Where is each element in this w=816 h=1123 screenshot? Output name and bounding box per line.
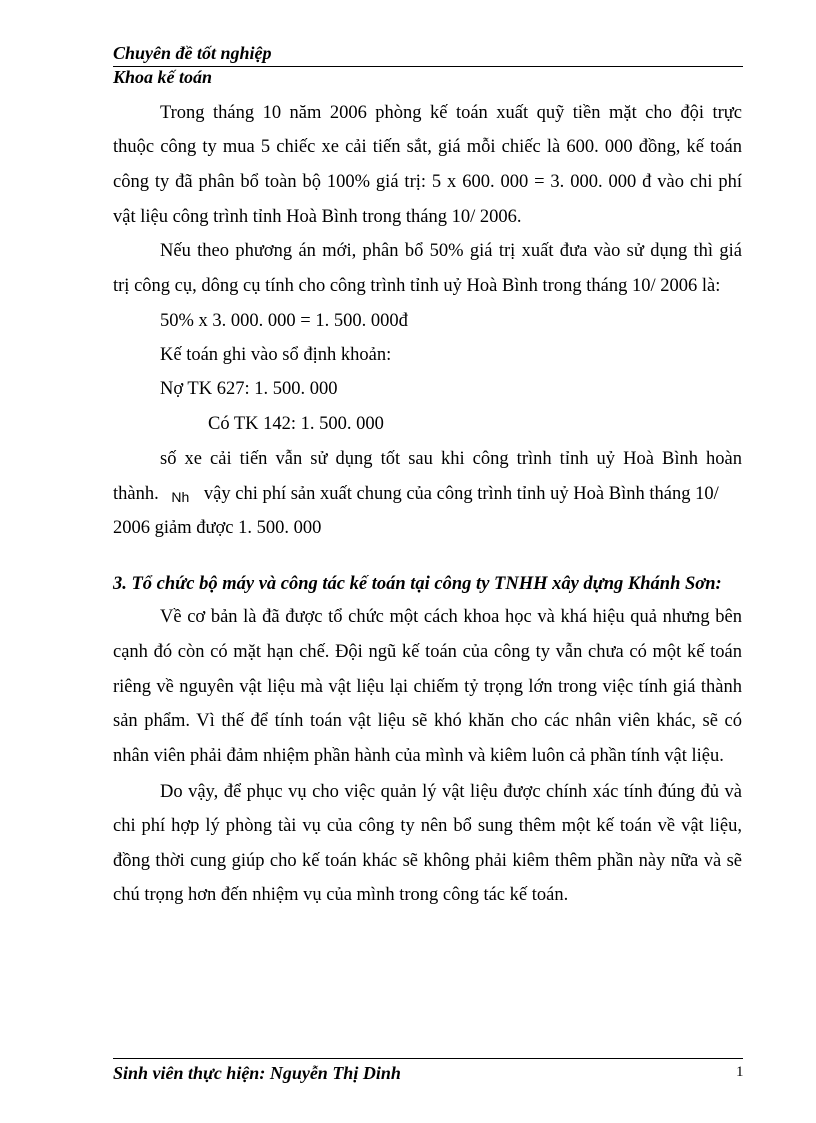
header-department: Khoa kế toán [113, 67, 213, 87]
paragraph-line: riêng về nguyên vật liệu mà vật liệu lại chiếm tỷ trọng lớn trong việc tính giá thành [113, 677, 742, 697]
paragraph-line: thuộc công ty mua 5 chiếc xe cải tiến sắt, giá mỗi chiếc là 600. 000 đồng, kế toán [113, 137, 742, 157]
paragraph-line: công ty đã phân bổ toàn bộ 100% giá trị: 5 x 600. 000 = 3. 000. 000 đ vào chi phí [113, 172, 742, 192]
paragraph-line: Do vậy, để phục vụ cho việc quản lý vật liệu được chính xác tính đúng đủ và [160, 782, 742, 802]
paragraph-line: vật liệu công trình tỉnh Hoà Bình trong tháng 10/ 2006. [113, 207, 522, 227]
debit-entry: Nợ TK 627: 1. 500. 000 [160, 379, 338, 399]
paragraph-line: Về cơ bản là đã được tổ chức một cách khoa học và khá hiệu quả nhưng bên [160, 607, 742, 627]
credit-entry: Có TK 142: 1. 500. 000 [208, 414, 384, 434]
paragraph-line: số xe cải tiến vẫn sử dụng tốt sau khi công trình tỉnh uỷ Hoà Bình hoàn [160, 449, 742, 469]
entry-intro: Kế toán ghi vào sổ định khoản: [160, 345, 392, 365]
paragraph-line [113, 482, 719, 509]
paragraph-line: chi phí hợp lý phòng tài vụ của công ty nên bổ sung thêm một kế toán về vật liệu, [113, 816, 742, 836]
paragraph-line: chú trọng hơn đến nhiệm vụ của mình trong công tác kế toán. [113, 885, 569, 905]
paragraph-line: cạnh đó còn có mặt hạn chế. Đội ngũ kế toán của công ty vẫn chưa có một kế toán [113, 642, 742, 662]
paragraph-line: 2006 giảm được 1. 500. 000 [113, 518, 322, 538]
calculation-line: 50% x 3. 000. 000 = 1. 500. 000đ [160, 311, 408, 331]
footer-rule [113, 1058, 743, 1059]
paragraph-line: Trong tháng 10 năm 2006 phòng kế toán xuất quỹ tiền mặt cho đội trực [160, 103, 742, 123]
paragraph-fragment: Nh [171, 489, 190, 505]
footer-student-name: Sinh viên thực hiện: Nguyễn Thị Dinh [113, 1063, 401, 1083]
paragraph-line: trị công cụ, dông cụ tính cho công trình tỉnh uỷ Hoà Bình trong tháng 10/ 2006 là: [113, 276, 721, 296]
paragraph-fragment: vậy chi phí sản xuất chung của công trình tỉnh uỷ Hoà Bình tháng 10/ [203, 484, 719, 504]
paragraph-line: đồng thời cung giúp cho kế toán khác sẽ không phải kiêm thêm phần này nữa và sẽ [113, 851, 742, 871]
section-heading: 3. Tổ chức bộ máy và công tác kế toán tại công ty TNHH xây dựng Khánh Sơn: [113, 574, 722, 594]
paragraph-line: Nếu theo phương án mới, phân bổ 50% giá trị xuất đưa vào sử dụng thì giá [160, 241, 742, 261]
page-number: 1 [736, 1064, 744, 1080]
header-title: Chuyên đề tốt nghiệp [113, 43, 272, 63]
paragraph-line: nhân viên phải đảm nhiệm phần hành của mình và kiêm luôn cả phần tính vật liệu. [113, 746, 724, 766]
paragraph-fragment: thành. [113, 484, 159, 504]
paragraph-line: sản phẩm. Vì thế để tính toán vật liệu sẽ khó khăn cho các nhân viên khác, sẽ có [113, 711, 742, 731]
